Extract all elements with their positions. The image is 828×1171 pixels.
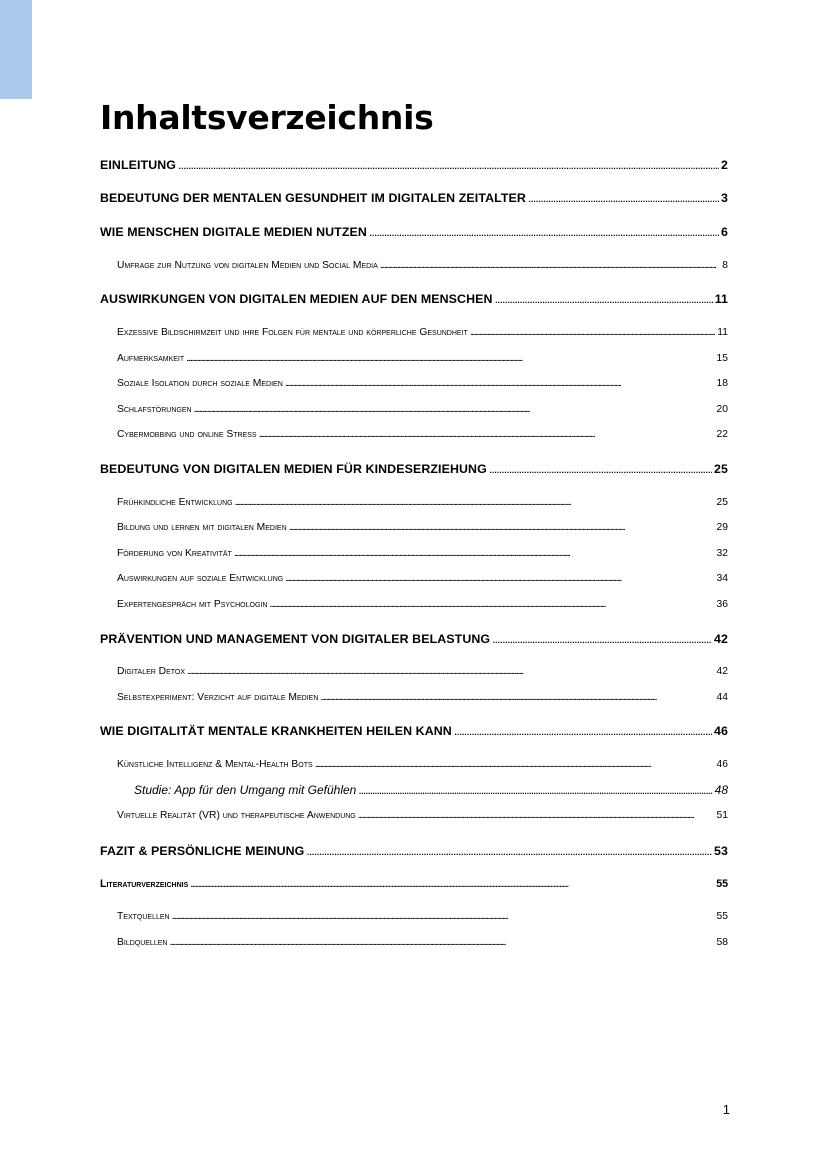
toc-leader: [186, 351, 714, 367]
toc-leader: [169, 935, 714, 951]
toc-leader: [172, 909, 715, 925]
toc-entry-label: Frühkindliche Entwicklung: [117, 497, 233, 508]
toc-subentry[interactable]: [117, 808, 728, 824]
toc-leader: [235, 495, 715, 511]
toc-subentry[interactable]: [117, 325, 728, 341]
toc-subentry[interactable]: [117, 427, 728, 443]
toc-entry-label: Expertengespräch mit Psychologin: [117, 599, 268, 610]
toc-entry-label: BEDEUTUNG DER MENTALEN GESUNDHEIT IM DIGITALEN ZEITALTER: [100, 191, 526, 205]
toc-leader: [234, 546, 715, 562]
toc-entry-page: 6: [721, 225, 728, 239]
toc-entry-page: 22: [716, 429, 728, 440]
toc-entry-label: Textquellen: [117, 911, 170, 922]
page-title: Inhaltsverzeichnis: [100, 98, 434, 137]
toc-entry-page: 15: [716, 353, 728, 364]
toc-entry[interactable]: [100, 843, 728, 859]
toc-entry-label: Virtuelle Realität (VR) und therapeutische Anwendung: [117, 810, 356, 821]
toc-entry-label: AUSWIRKUNGEN VON DIGITALEN MEDIEN AUF DEN MENSCHEN: [100, 292, 493, 306]
toc-subentry[interactable]: [117, 935, 728, 951]
toc-leader: [285, 376, 715, 392]
toc-entry-label: Künstliche Intelligenz & Mental-Health Bots: [117, 759, 313, 770]
toc-entry-label: EINLEITUNG: [100, 158, 177, 172]
toc-leader: [187, 664, 714, 680]
toc-subentry[interactable]: [117, 520, 728, 536]
toc-leader: [369, 224, 719, 240]
toc-subentry[interactable]: [117, 258, 728, 274]
toc-entry-page: 55: [716, 878, 728, 890]
toc-entry-page: 58: [716, 937, 728, 948]
toc-leader: [259, 427, 715, 443]
toc-entry-label: Auswirkungen auf soziale Entwicklung: [117, 573, 284, 584]
toc-entry-page: 29: [716, 522, 728, 533]
toc-entry[interactable]: [100, 723, 728, 739]
toc-leader: [315, 757, 715, 773]
toc-entry-label: Exzessive Bildschirmzeit und ihre Folgen für mentale und körperliche Gesundheit: [117, 327, 468, 338]
toc-subentry[interactable]: [117, 597, 728, 613]
toc-subentry[interactable]: [117, 546, 728, 562]
toc-entry-page: 51: [716, 810, 728, 821]
toc-entry-label: Cybermobbing und online Stress: [117, 429, 257, 440]
toc-entry-page: 3: [721, 191, 728, 205]
toc-leader: [306, 843, 712, 859]
toc-leader: [358, 808, 715, 824]
toc-entry-page: 46: [714, 724, 728, 738]
toc-leader: [178, 157, 719, 173]
toc-leader: [495, 291, 713, 307]
toc-entry-page: 36: [716, 599, 728, 610]
toc-entry-page: 18: [716, 378, 728, 389]
toc-subentry[interactable]: [117, 376, 728, 392]
toc-leader: [454, 723, 712, 739]
toc-subentry[interactable]: [117, 495, 728, 511]
toc-entry-page: 46: [716, 759, 728, 770]
toc-entry-label: Umfrage zur Nutzung von digitalen Medien und Social Media: [117, 260, 378, 271]
toc-leader: [528, 190, 719, 206]
toc-subentry[interactable]: [117, 909, 728, 925]
toc-entry-label: FAZIT & PERSÖNLICHE MEINUNG: [100, 844, 305, 858]
toc-leader: [285, 571, 714, 587]
toc-entry-page: 25: [716, 497, 728, 508]
toc-entry[interactable]: [100, 461, 728, 477]
toc-entry-page: 34: [716, 573, 728, 584]
toc-subentry[interactable]: [117, 571, 728, 587]
toc-entry-page: 32: [716, 548, 728, 559]
toc-leader: [194, 402, 715, 418]
toc-entry-label: WIE DIGITALITÄT MENTALE KRANKHEITEN HEILEN KANN: [100, 724, 452, 738]
toc-entry-label: Schlafstörungen: [117, 404, 192, 415]
toc-leader: [358, 782, 712, 798]
toc-entry[interactable]: [100, 224, 728, 240]
toc-subentry[interactable]: [117, 402, 728, 418]
toc-entry[interactable]: [100, 190, 728, 206]
toc-entry[interactable]: [100, 157, 728, 173]
toc-leader: [489, 461, 712, 477]
toc-entry-page: 42: [714, 632, 728, 646]
toc-entry-label: BEDEUTUNG VON DIGITALEN MEDIEN FÜR KINDESERZIEHUNG: [100, 462, 487, 476]
toc-entry-page: 44: [716, 692, 728, 703]
toc-entry-page: 42: [716, 666, 728, 677]
toc-entry-label: WIE MENSCHEN DIGITALE MEDIEN NUTZEN: [100, 225, 367, 239]
toc-entry[interactable]: [100, 291, 728, 307]
toc-entry-page: 11: [714, 292, 728, 306]
toc-entry[interactable]: [100, 631, 728, 647]
toc-subentry[interactable]: [117, 757, 728, 773]
toc-subsubentry[interactable]: [134, 782, 728, 798]
toc-leader: [320, 690, 714, 706]
toc-entry-label: Literaturverzeichnis: [100, 878, 189, 890]
toc-entry-page: 48: [714, 783, 728, 797]
toc-entry-label: PRÄVENTION UND MANAGEMENT VON DIGITALER BELASTUNG: [100, 632, 491, 646]
toc-leader: [289, 520, 715, 536]
toc-entry-page: 53: [714, 844, 728, 858]
toc-subentry[interactable]: [117, 664, 728, 680]
toc-entry-page: 8: [722, 260, 728, 271]
toc-entry-page: 20: [716, 404, 728, 415]
toc-entry-label: Soziale Isolation durch soziale Medien: [117, 378, 283, 389]
toc-entry-label: Bildung und lernen mit digitalen Medien: [117, 522, 287, 533]
toc-subentry[interactable]: [117, 690, 728, 706]
toc-entry-page: 11: [717, 327, 728, 338]
toc-leader: [190, 876, 714, 892]
toc-subentry[interactable]: [117, 351, 728, 367]
toc-entry-page: 25: [714, 462, 728, 476]
toc-entry-label: Bildquellen: [117, 937, 168, 948]
toc-entry-label: Studie: App für den Umgang mit Gefühlen: [134, 783, 357, 797]
toc-entry[interactable]: [100, 876, 728, 892]
toc-leader: [269, 597, 714, 613]
page-number: 1: [722, 1102, 730, 1117]
toc-leader: [492, 631, 712, 647]
toc-entry-page: 2: [721, 158, 728, 172]
toc-leader: [470, 325, 715, 341]
page-accent-tab: [0, 0, 32, 99]
toc-entry-page: 55: [716, 911, 728, 922]
toc-leader: [380, 258, 720, 274]
toc-entry-label: Digitaler Detox: [117, 666, 186, 677]
toc-entry-label: Förderung von Kreativität: [117, 548, 232, 559]
toc-entry-label: Selbstexperiment: Verzicht auf digitale Medien: [117, 692, 319, 703]
toc-entry-label: Aufmerksamkeit: [117, 353, 185, 364]
